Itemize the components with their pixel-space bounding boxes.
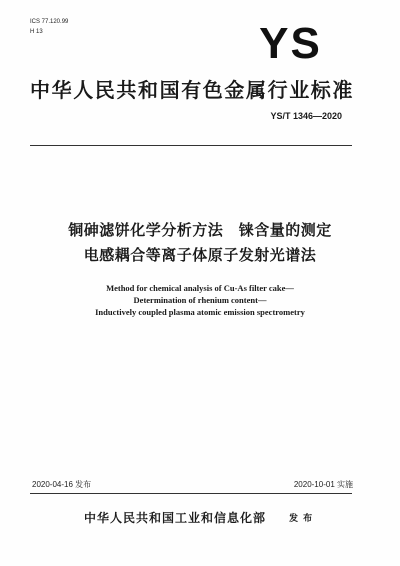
chinese-title-line-2: 电感耦合等离子体原子发射光谱法 <box>83 246 317 264</box>
chinese-title-line-1: 铜砷滤饼化学分析方法 铼含量的测定 <box>68 221 332 239</box>
bottom-divider <box>30 493 352 494</box>
organization-title: 中华人民共和国有色金属行业标准 <box>30 78 354 102</box>
ccs-code: H 13 <box>30 29 43 35</box>
english-title-line-1: Method for chemical analysis of Cu-As filter cake— <box>106 283 294 293</box>
ys-logo <box>253 22 328 62</box>
ys-logo-text: YS <box>259 22 322 62</box>
publisher-name: 中华人民共和国工业和信息化部 <box>84 511 267 525</box>
implementation-date: 2020-10-01 实施 <box>293 480 353 489</box>
ics-code: ICS 77.120.99 <box>30 19 69 25</box>
english-title-line-2: Determination of rhenium content— <box>133 295 267 305</box>
publish-label: 发 布 <box>289 514 314 524</box>
standard-number: YS/T 1346—2020 <box>270 111 342 121</box>
issue-date: 2020-04-16 发布 <box>32 480 92 489</box>
english-title-line-3: Inductively coupled plasma atomic emission spectrometry <box>95 307 305 317</box>
top-divider <box>30 145 352 146</box>
